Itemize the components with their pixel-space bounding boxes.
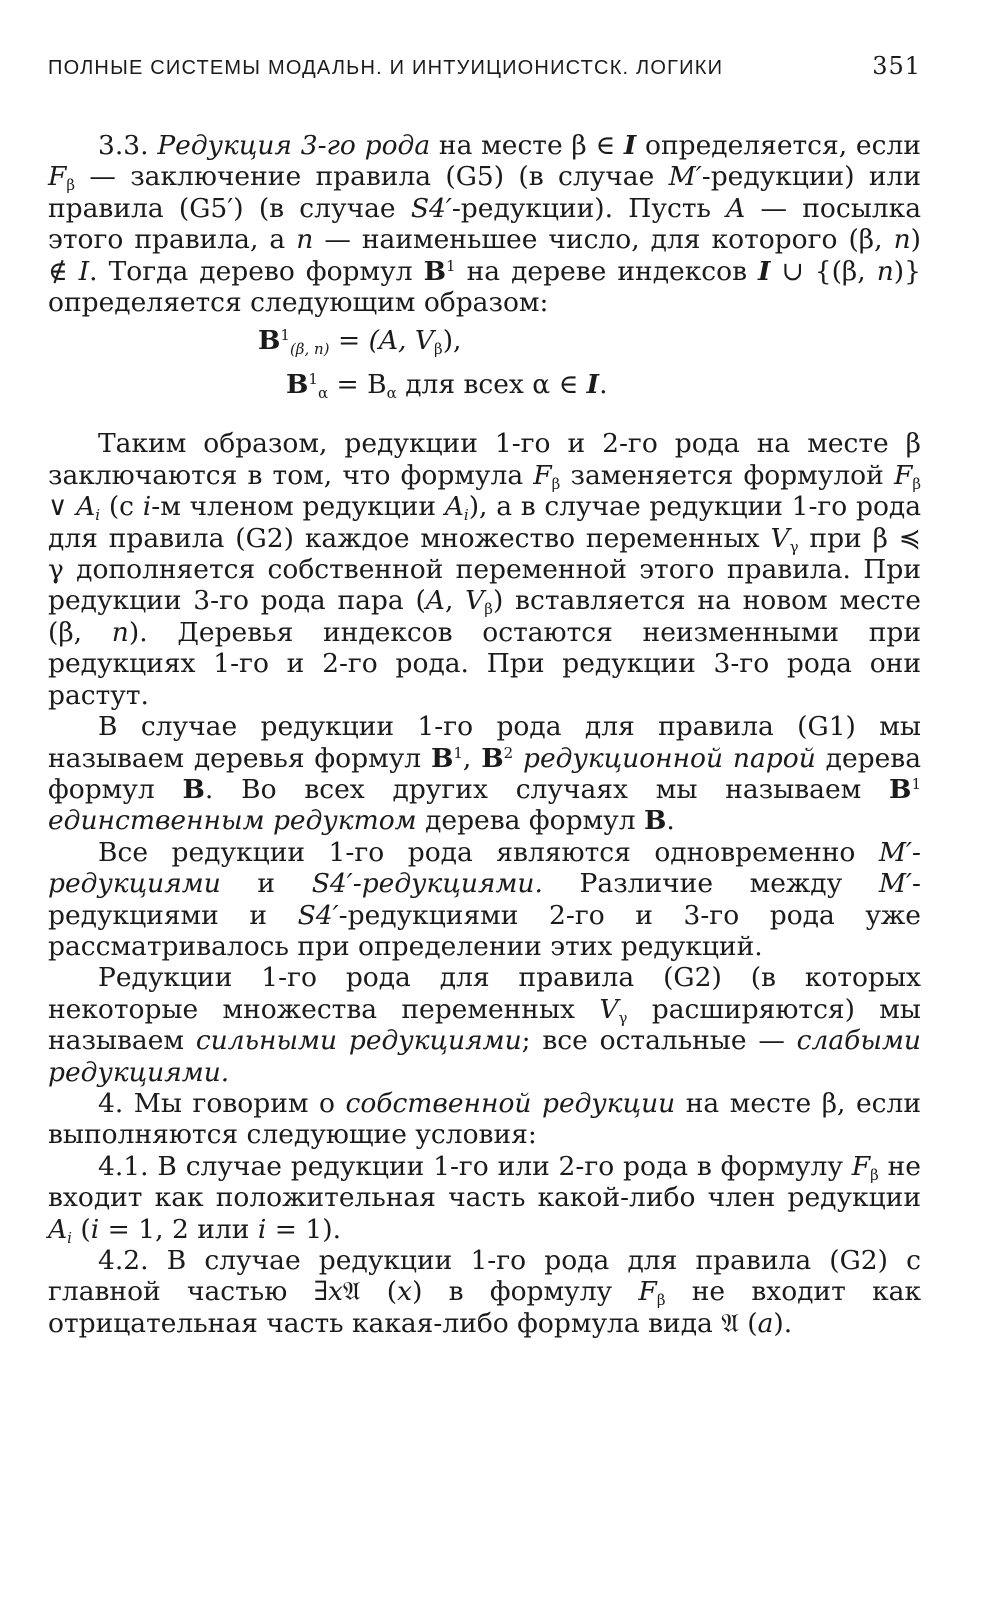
paragraph-4-2: 4.2. В случае редукции 1-го рода для правила (G2) с главной частью ∃x𝔄 (x) в формулу $F_\beta$ не входит как отрицательная часть какая-либо формула вида 𝔄 (a). [48, 1245, 922, 1339]
section-3-3: 3.3. Редукция 3-го рода на месте β ∈ I определяется, если $F_\beta$ — заключение правила (G5) (в случае M′-редукции) или правила (G5′) (в случае S4′-редукции). Пусть A — посылка этого правила, а n — наименьшее число, для которого (β, n) ∉ I. Тогда дерево формул $B^1$ на дереве индексов I ∪ {(β, n)} определяется следующим образом: [48, 130, 922, 319]
term-weak-reductions: слабыми редукциями. [48, 1025, 921, 1088]
paragraph-m-s4-reductions: Все редукции 1-го рода являются одновременно M′-редукциями и S4′-редукциями. Различие между M′-редукциями и S4′-редукциями 2-го и 3-го рода уже рассматривалось при определении этих редукций. [48, 836, 921, 962]
term-unique-reduct: единственным редуктом [48, 805, 417, 837]
paragraph-reductions-summary: Таким образом, редукции 1-го и 2-го рода на месте β заключаются в том, что формула $F_\beta$ заменяется формулой $F_\beta$ ∨ $A_i$ (с i-м членом редукции $A_i$), а в случае редукции 1-го рода для правила (G2) каждое множество переменных $V_\gamma$ при β ≼ γ дополняется собственной переменной этого правила. При редукции 3-го рода пара (A, $V_\beta$) вставляется на новом месте (β, n). Деревья индексов остаются неизменными при редукциях 1-го и 2-го рода. При редукции 3-го рода они растут. [48, 428, 922, 711]
running-title: ПОЛНЫЕ СИСТЕМЫ МОДАЛЬН. И ИНТУИЦИОНИСТСК. ЛОГИКИ [48, 57, 724, 79]
paragraph-4-1: 4.1. В случае редукции 1-го или 2-го рода в формулу $F_\beta$ не входит как положительная часть какой-либо член редукции $A_i$ (i = 1, 2 или i = 1). [48, 1150, 921, 1247]
spacer [48, 402, 921, 428]
formula-2: $B^1_\alpha = B_\alpha$ для всех α ∈ I. [286, 369, 608, 403]
term-strong-reductions: сильными редукциями [195, 1025, 522, 1057]
book-page [48, 52, 921, 1339]
formula-1: $B^1_{(\beta, n)} = (A$, $V_\beta$), [258, 325, 462, 359]
paragraph-4: 4. Мы говорим о собственной редукции на месте β, если выполняются следующие условия: [48, 1087, 922, 1151]
running-head [48, 52, 921, 80]
term-reduction-pair: редукционной парой [523, 742, 816, 774]
paragraph-strong-weak: Редукции 1-го рода для правила (G2) (в которых некоторые множества переменных $V_\gamma$ расширяются) мы называем сильными редукциями; все остальные — слабыми редукциями. [48, 962, 921, 1088]
term-reduction-3: Редукция 3-го рода [157, 130, 431, 161]
paragraph-reduction-pair: В случае редукции 1-го рода для правила (G1) мы называем деревья формул $B^1$, $B^2$ редукционной парой дерева формул B. Во всех других случаях мы называем $B^1$ единственным редуктом дерева формул B. [48, 711, 921, 837]
page-number: 351 [872, 52, 921, 80]
term-proper-reduction: собственной редукции [345, 1087, 676, 1119]
